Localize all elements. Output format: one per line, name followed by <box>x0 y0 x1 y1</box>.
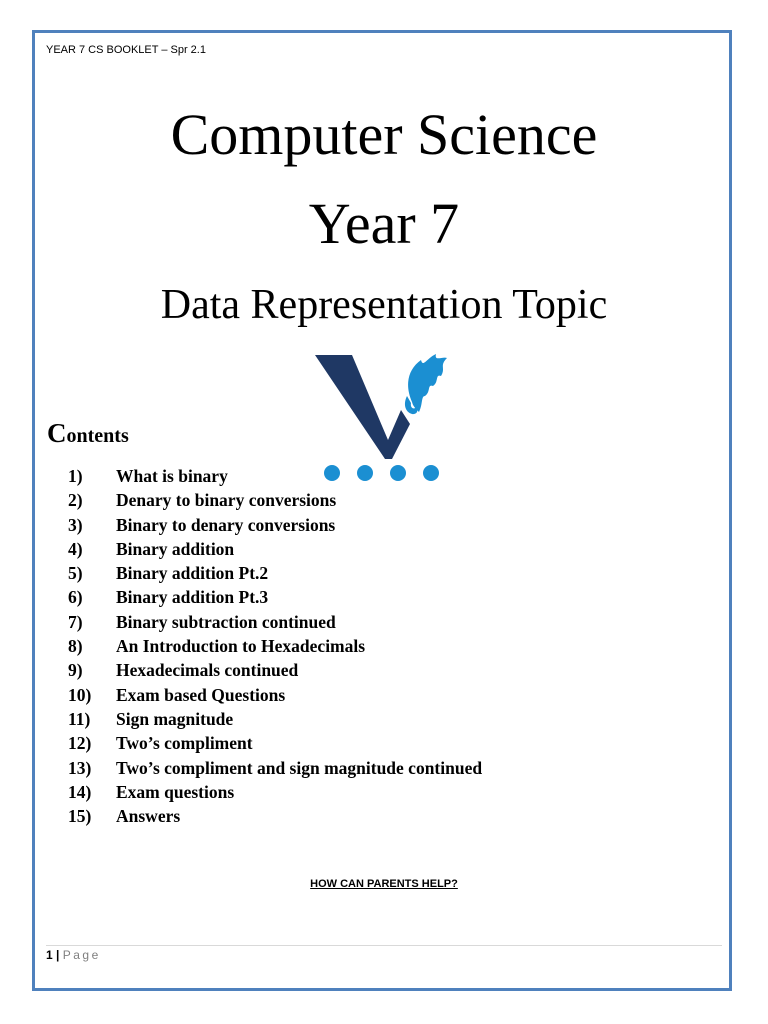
contents-item <box>68 731 482 755</box>
contents-item <box>68 464 482 488</box>
contents-item-label: Binary subtraction continued <box>116 611 336 632</box>
contents-item <box>68 756 482 780</box>
page-footer <box>46 948 101 962</box>
contents-item-label: Binary addition <box>116 538 235 559</box>
page-title: Computer Science <box>170 102 598 167</box>
contents-item-label: Binary to denary conversions <box>116 514 336 535</box>
contents-item <box>68 780 482 804</box>
contents-item-label: Two’s compliment and sign magnitude continued <box>116 757 483 778</box>
contents-item-label: Binary addition Pt.2 <box>116 563 269 584</box>
contents-item-number: 8) <box>68 636 83 657</box>
contents-item-number: 6) <box>68 587 83 608</box>
v-letter-icon <box>315 355 410 459</box>
contents-item <box>68 561 482 585</box>
page-subtitle-topic: Data Representation Topic <box>160 282 608 328</box>
contents-heading-rest: ontents <box>66 425 129 447</box>
contents-item-label: Hexadecimals continued <box>116 660 299 681</box>
contents-item-label: Denary to binary conversions <box>116 490 337 511</box>
contents-item-label: Binary addition Pt.3 <box>116 587 269 608</box>
page-subtitle-year: Year 7 <box>308 191 460 256</box>
contents-item-number: 1) <box>68 466 83 486</box>
contents-item-label: What is binary <box>116 466 228 486</box>
booklet-header: YEAR 7 CS BOOKLET – Spr 2.1 <box>46 44 206 56</box>
contents-item-number: 12) <box>68 733 92 754</box>
contents-item <box>68 488 482 512</box>
contents-item-label: Exam based Questions <box>116 684 286 705</box>
contents-item-label: Sign magnitude <box>116 708 234 729</box>
footer-separator: | <box>56 948 60 962</box>
footer-divider <box>46 945 722 946</box>
contents-item-number: 10) <box>68 684 92 705</box>
page-number: 1 <box>46 948 53 962</box>
contents-heading-initial: C <box>47 418 67 448</box>
contents-item-number: 9) <box>68 660 83 681</box>
page-label: Page <box>62 948 101 962</box>
contents-item-number: 7) <box>68 611 83 632</box>
crest-plume-icon <box>408 354 447 412</box>
parents-help-link[interactable]: HOW CAN PARENTS HELP? <box>310 878 458 890</box>
contents-item-label: Exam questions <box>116 781 235 802</box>
contents-item-number: 14) <box>68 781 92 802</box>
contents-item <box>68 804 482 828</box>
contents-item-label: An Introduction to Hexadecimals <box>116 636 366 657</box>
contents-item <box>68 634 482 658</box>
contents-item-number: 3) <box>68 514 83 535</box>
contents-item-number: 15) <box>68 806 92 827</box>
contents-item-number: 11) <box>68 708 91 729</box>
contents-item <box>68 683 482 707</box>
table-of-contents <box>68 464 482 828</box>
contents-item <box>68 610 482 634</box>
contents-item-number: 4) <box>68 538 83 559</box>
contents-heading <box>47 418 129 449</box>
contents-item <box>68 585 482 609</box>
contents-item <box>68 537 482 561</box>
contents-item <box>68 707 482 731</box>
contents-item-number: 13) <box>68 757 92 778</box>
contents-item-number: 5) <box>68 563 83 584</box>
contents-item-label: Two’s compliment <box>116 733 253 754</box>
contents-item-label: Answers <box>116 806 181 827</box>
contents-item-number: 2) <box>68 490 83 511</box>
contents-item <box>68 513 482 537</box>
contents-item <box>68 658 482 682</box>
